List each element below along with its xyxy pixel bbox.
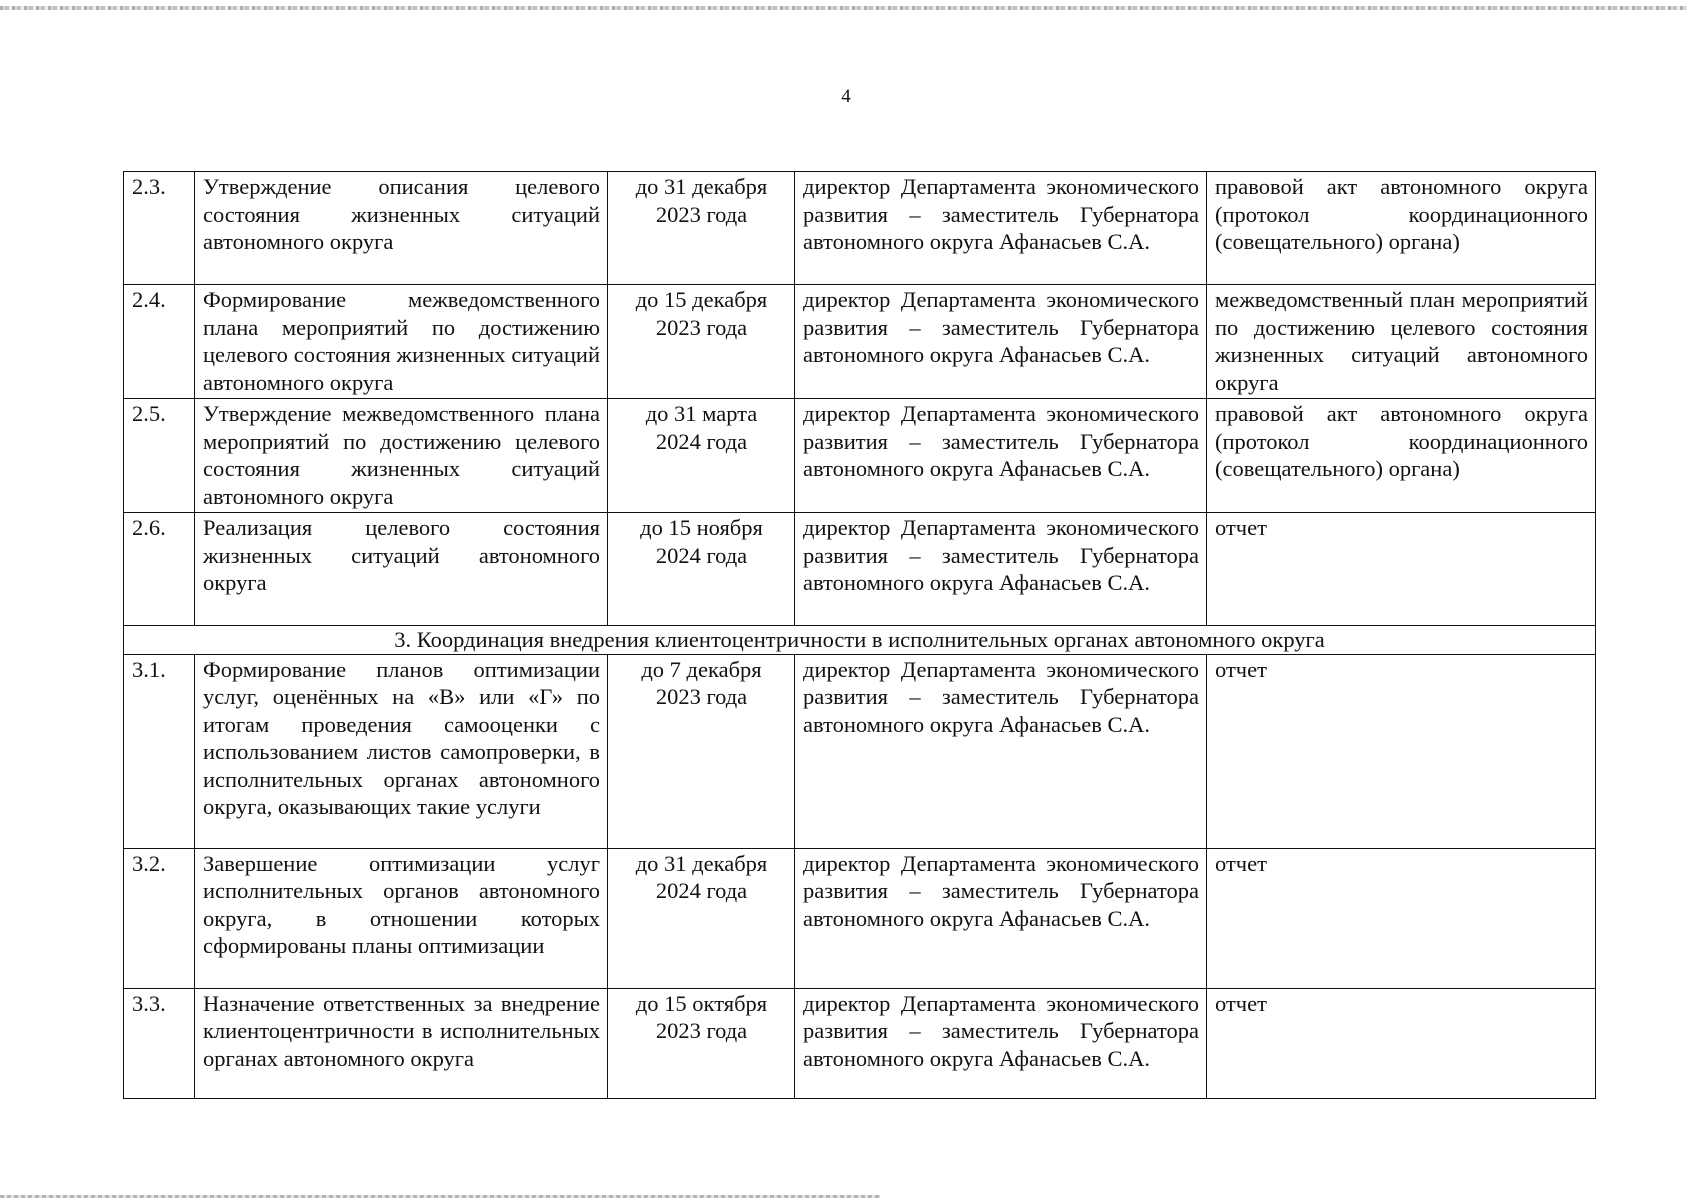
result-cell: отчет bbox=[1207, 513, 1596, 626]
deadline-year: 2024 года bbox=[655, 428, 748, 454]
table-row-2-6 bbox=[124, 513, 1596, 626]
table-row-3-3 bbox=[124, 988, 1596, 1098]
deadline-date: до 15 ноября bbox=[640, 515, 763, 540]
deadline-cell bbox=[608, 399, 795, 513]
result-cell: правовой акт автономного округа (протокол координационного (совещательного) органа) bbox=[1207, 399, 1596, 513]
action-cell: Завершение оптимизации услуг исполнительных органов автономного округа, в отношении которых сформированы планы оптимизации bbox=[195, 848, 608, 988]
deadline-cell bbox=[608, 172, 795, 285]
deadline-year: 2024 года bbox=[655, 878, 748, 903]
section-title: 3. Координация внедрения клиентоцентричности в исполнительных органах автономного округа bbox=[124, 626, 1596, 655]
scan-edge-top bbox=[0, 6, 1686, 10]
table-row-2-5 bbox=[124, 399, 1596, 513]
responsible-cell: директор Департамента экономического развития – заместитель Губернатора автономного округа Афанасьев С.А. bbox=[795, 285, 1207, 399]
deadline-cell bbox=[608, 654, 795, 848]
deadline-date: до 31 декабря bbox=[635, 850, 768, 876]
deadline-year: 2023 года bbox=[655, 201, 748, 227]
row-number: 2.3. bbox=[124, 172, 195, 285]
deadline-date: до 31 декабря bbox=[635, 174, 768, 199]
action-cell: Реализация целевого состояния жизненных ситуаций автономного округа bbox=[195, 513, 608, 626]
deadline-date: до 15 декабря bbox=[635, 287, 768, 312]
responsible-cell: директор Департамента экономического развития – заместитель Губернатора автономного округа Афанасьев С.А. bbox=[795, 988, 1207, 1098]
action-cell: Назначение ответственных за внедрение клиентоцентричности в исполнительных органах автономного округа bbox=[195, 988, 608, 1098]
table-row-3-2 bbox=[124, 848, 1596, 988]
scan-edge-bottom bbox=[0, 1195, 880, 1198]
row-number: 3.2. bbox=[124, 848, 195, 988]
responsible-cell: директор Департамента экономического развития – заместитель Губернатора автономного округа Афанасьев С.А. bbox=[795, 172, 1207, 285]
deadline-date: до 15 октября bbox=[635, 990, 768, 1016]
action-cell: Утверждение межведомственного плана мероприятий по достижению целевого состояния жизненных ситуаций автономного округа bbox=[195, 399, 608, 513]
deadline-year: 2023 года bbox=[655, 1018, 748, 1043]
table-row-2-3 bbox=[124, 172, 1596, 285]
action-cell: Формирование планов оптимизации услуг, оценённых на «В» или «Г» по итогам проведения самооценки с использованием листов самопроверки, в исполнительных органах автономного округа, оказывающих такие услуги bbox=[195, 654, 608, 848]
result-cell: правовой акт автономного округа (протокол координационного (совещательного) органа) bbox=[1207, 172, 1596, 285]
responsible-cell: директор Департамента экономического развития – заместитель Губернатора автономного округа Афанасьев С.А. bbox=[795, 848, 1207, 988]
deadline-year: 2023 года bbox=[655, 314, 748, 340]
action-plan-table bbox=[123, 171, 1596, 1099]
deadline-year: 2024 года bbox=[655, 542, 748, 568]
row-number: 2.4. bbox=[124, 285, 195, 399]
deadline-date: до 31 марта bbox=[645, 401, 758, 426]
responsible-cell: директор Департамента экономического развития – заместитель Губернатора автономного округа Афанасьев С.А. bbox=[795, 513, 1207, 626]
result-cell: отчет bbox=[1207, 848, 1596, 988]
deadline-date: до 7 декабря bbox=[641, 656, 762, 682]
page-number: 4 bbox=[841, 86, 851, 107]
result-cell: межведомственный план мероприятий по достижению целевого состояния жизненных ситуаций автономного округа bbox=[1207, 285, 1596, 399]
action-cell: Формирование межведомственного плана мероприятий по достижению целевого состояния жизненных ситуаций автономного округа bbox=[195, 285, 608, 399]
result-cell: отчет bbox=[1207, 654, 1596, 848]
row-number: 2.6. bbox=[124, 513, 195, 626]
action-cell: Утверждение описания целевого состояния жизненных ситуаций автономного округа bbox=[195, 172, 608, 285]
deadline-cell bbox=[608, 285, 795, 399]
row-number: 3.1. bbox=[124, 654, 195, 848]
row-number: 2.5. bbox=[124, 399, 195, 513]
table-row-3-1 bbox=[124, 654, 1596, 848]
section-header-row bbox=[124, 626, 1596, 655]
responsible-cell: директор Департамента экономического развития – заместитель Губернатора автономного округа Афанасьев С.А. bbox=[795, 654, 1207, 848]
result-cell: отчет bbox=[1207, 988, 1596, 1098]
deadline-cell bbox=[608, 848, 795, 988]
row-number: 3.3. bbox=[124, 988, 195, 1098]
deadline-cell bbox=[608, 988, 795, 1098]
table-row-2-4 bbox=[124, 285, 1596, 399]
responsible-cell: директор Департамента экономического развития – заместитель Губернатора автономного округа Афанасьев С.А. bbox=[795, 399, 1207, 513]
deadline-cell bbox=[608, 513, 795, 626]
deadline-year: 2023 года bbox=[655, 684, 748, 709]
